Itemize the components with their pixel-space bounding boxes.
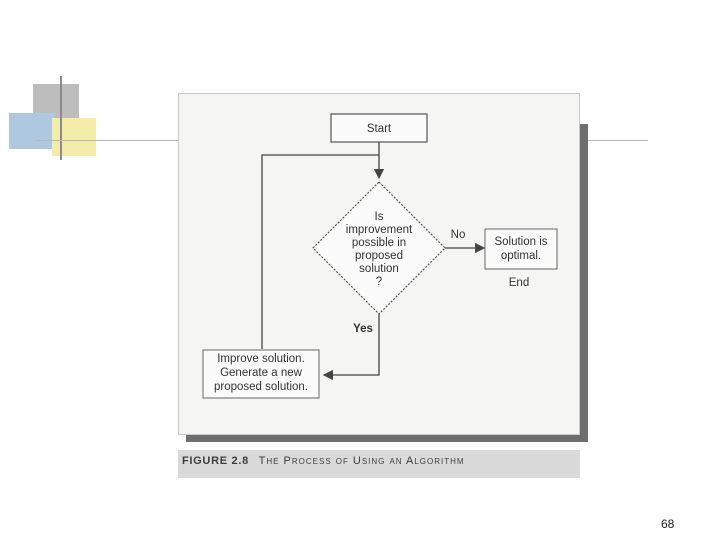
decision-line-3: possible in: [351, 237, 407, 249]
improve-line-2: Generate a new: [220, 367, 302, 379]
decision-line-4: proposed: [355, 250, 403, 262]
figure-caption: [182, 455, 465, 467]
optimal-box: [485, 229, 557, 269]
decision-line-2: improvement: [345, 224, 413, 236]
decision-line-5: solution: [359, 263, 399, 275]
optimal-line-1: Solution is: [494, 236, 548, 248]
improve-line-1: Improve solution.: [217, 353, 305, 365]
caption-label: FIGURE 2.8: [182, 455, 249, 467]
yes-label: Yes: [353, 323, 373, 335]
decision-line-1: Is: [374, 211, 384, 223]
caption-title: The Process of Using an Algorithm: [258, 455, 465, 467]
decision-line-6: ?: [375, 276, 383, 288]
end-label: End: [508, 277, 530, 289]
improve-line-3: proposed solution.: [214, 381, 308, 393]
start-label: Start: [366, 123, 392, 135]
optimal-line-2: optimal.: [500, 250, 542, 262]
no-label: No: [450, 229, 466, 241]
page-number: 68: [661, 517, 675, 531]
